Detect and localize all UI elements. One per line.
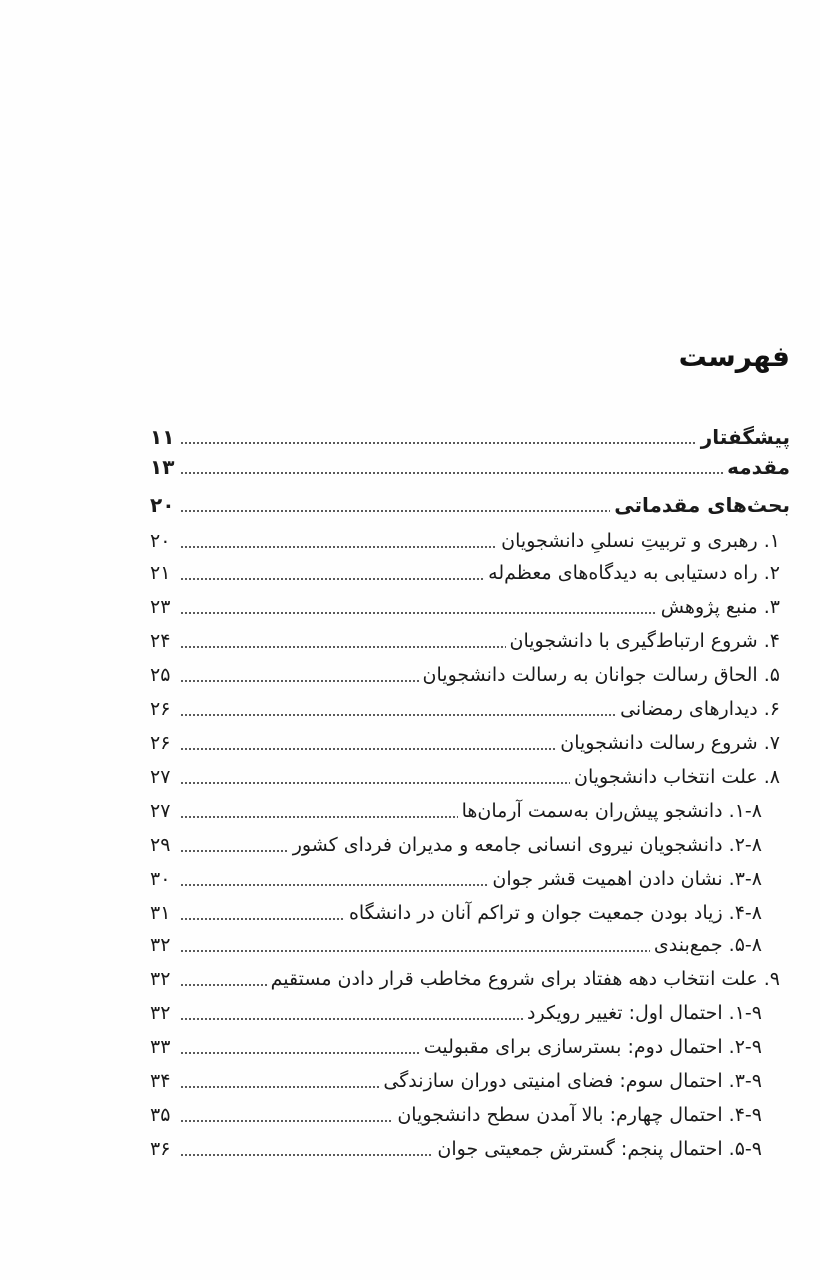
toc-entry-title: ۲-۹. احتمال دوم: بسترسازی برای مقبولیت [423, 1036, 762, 1058]
toc-page-number: ۲۱ [150, 562, 171, 584]
toc-entry[interactable] [150, 796, 790, 826]
toc-entry[interactable] [150, 998, 790, 1028]
toc-entry-title: ۳-۹. احتمال سوم: فضای امنیتی دوران سازندگی [383, 1070, 762, 1092]
toc-entry[interactable] [150, 422, 790, 452]
toc-entry[interactable] [150, 452, 790, 482]
toc-page-number: ۱۱ [150, 425, 175, 449]
toc-entry-title: ۲. راه دستیابی به دیدگاه‌های معظم‌له [488, 562, 780, 584]
toc-entry[interactable] [150, 728, 790, 758]
dot-leader [180, 646, 506, 648]
toc-page-number: ۳۰ [150, 868, 171, 890]
dot-leader [180, 1154, 433, 1156]
toc-page-number: ۲۴ [150, 630, 171, 652]
dot-leader [180, 884, 488, 886]
dot-leader [180, 1052, 420, 1054]
toc-entry-title: ۵. الحاق رسالت جوانان به رسالت دانشجویان [422, 664, 780, 686]
toc-entry-title: ۳-۸. نشان دادن اهمیت قشر جوان [492, 868, 762, 890]
toc-page-number: ۲۰ [150, 530, 171, 552]
toc-entry[interactable] [150, 1100, 790, 1130]
toc-entry[interactable] [150, 526, 790, 556]
toc-entry[interactable] [150, 964, 790, 994]
toc-page-number: ۲۳ [150, 596, 171, 618]
toc-entry[interactable] [150, 1066, 790, 1096]
toc-entry[interactable] [150, 626, 790, 656]
toc-entry-title: ۴. شروع ارتباط‌گیری با دانشجویان [509, 630, 780, 652]
dot-leader [180, 510, 610, 512]
toc-entry-title: ۱-۹. احتمال اول: تغییر رویکرد [527, 1002, 762, 1024]
toc-page-number: ۳۲ [150, 1002, 171, 1024]
toc-entry[interactable] [150, 830, 790, 860]
dot-leader [180, 1086, 379, 1088]
toc-entry-title: ۳. منبع پژوهش [660, 596, 780, 618]
toc-page-number: ۲۷ [150, 800, 171, 822]
toc-entry-title: ۷. شروع رسالت دانشجویان [560, 732, 780, 754]
toc-page-number: ۲۶ [150, 698, 171, 720]
dot-leader [180, 1018, 523, 1020]
toc-entry-title: ۱-۸. دانشجو پیش‌ران به‌سمت آرمان‌ها [461, 800, 762, 822]
dot-leader [180, 472, 723, 474]
toc-page-number: ۳۲ [150, 968, 171, 990]
toc-page-number: ۲۶ [150, 732, 171, 754]
dot-leader [180, 816, 458, 818]
dot-leader [180, 546, 497, 548]
toc-page-number: ۲۰ [150, 493, 175, 517]
toc-entry-title: ۵-۹. احتمال پنجم: گسترش جمعیتی جوان [437, 1138, 762, 1160]
toc-entry[interactable] [150, 660, 790, 690]
dot-leader [180, 918, 345, 920]
dot-leader [180, 748, 556, 750]
toc-entry[interactable] [150, 1134, 790, 1164]
toc-title: فهرست [678, 340, 790, 373]
toc-entry-title: ۶. دیدارهای رمضانی [620, 698, 780, 720]
toc-page-number: ۲۷ [150, 766, 171, 788]
toc-entry[interactable] [150, 930, 790, 960]
dot-leader [180, 984, 267, 986]
toc-entry-title: ۲-۸. دانشجویان نیروی انسانی جامعه و مدیران فردای کشور [292, 834, 762, 856]
toc-entry-title: ۴-۹. احتمال چهارم: بالا آمدن سطح دانشجویان [397, 1104, 762, 1126]
toc-page-number: ۳۵ [150, 1104, 171, 1126]
toc-page-number: ۳۴ [150, 1070, 171, 1092]
toc-entry[interactable] [150, 592, 790, 622]
toc-entry[interactable] [150, 490, 790, 520]
toc-page-number: ۱۳ [150, 455, 175, 479]
dot-leader [180, 578, 484, 580]
toc-page-number: ۲۹ [150, 834, 171, 856]
toc-entry-title: پیشگفتار [700, 425, 790, 449]
toc-entry[interactable] [150, 558, 790, 588]
dot-leader [180, 950, 650, 952]
dot-leader [180, 612, 657, 614]
toc-entry-title: ۵-۸. جمع‌بندی [653, 934, 762, 956]
toc-page-number: ۳۳ [150, 1036, 171, 1058]
dot-leader [180, 680, 419, 682]
toc-entry-title: ۴-۸. زیاد بودن جمعیت جوان و تراکم آنان در دانشگاه [348, 902, 762, 924]
toc-entry[interactable] [150, 898, 790, 928]
toc-entry-title: ۸. علت انتخاب دانشجویان [574, 766, 780, 788]
toc-entry-title: ۹. علت انتخاب دهه هفتاد برای شروع مخاطب قرار دادن مستقیم [270, 968, 780, 990]
toc-entry[interactable] [150, 762, 790, 792]
dot-leader [180, 714, 616, 716]
dot-leader [180, 782, 570, 784]
toc-entry[interactable] [150, 694, 790, 724]
toc-page-number: ۳۲ [150, 934, 171, 956]
toc-entry[interactable] [150, 1032, 790, 1062]
toc-page-number: ۳۱ [150, 902, 171, 924]
toc-page-number: ۳۶ [150, 1138, 171, 1160]
toc-entry-title: ۱. رهبری و تربیتِ نسلیِ دانشجویان [501, 530, 780, 552]
dot-leader [180, 850, 289, 852]
toc-page-number: ۲۵ [150, 664, 171, 686]
toc-entry-title: مقدمه [727, 455, 790, 479]
toc-entry[interactable] [150, 864, 790, 894]
toc-entry-title: بحث‌های مقدماتی [614, 493, 790, 517]
dot-leader [180, 442, 697, 444]
dot-leader [180, 1120, 393, 1122]
